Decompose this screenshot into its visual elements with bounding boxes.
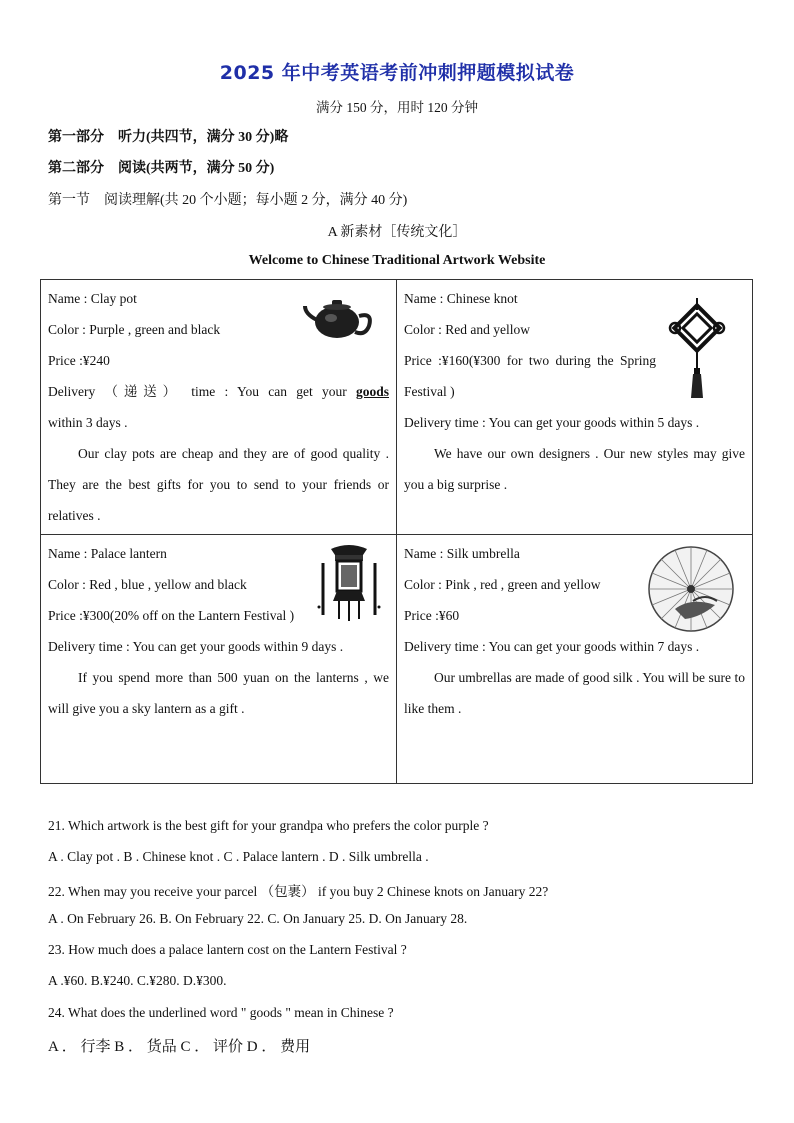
palace-lantern-delivery: Delivery time : You can get your goods within 9 days . (48, 639, 344, 654)
question-23: 23. How much does a palace lantern cost on the Lantern Festival ? (48, 942, 407, 957)
palace-lantern-description: If you spend more than 500 yuan on the lanterns , we will give you a sky lantern as a gift . (48, 670, 389, 716)
chinese-knot-icon (667, 298, 727, 402)
silk-umbrella-delivery: Delivery time : You can get your goods within 7 days . (404, 639, 700, 654)
chinese-knot-price: Price :¥160(¥300 for two during the Spring Festival ) (404, 353, 656, 399)
teapot-icon (303, 290, 375, 344)
clay-pot-cell (41, 280, 397, 535)
clay-pot-color: Color : Purple , green and black (48, 322, 221, 337)
clay-pot-name: Name : Clay pot (48, 291, 137, 306)
silk-umbrella-icon (645, 543, 737, 635)
silk-umbrella-name: Name : Silk umbrella (404, 546, 520, 561)
part2-heading: 第二部分 阅读(共两节，满分 50 分) (48, 161, 275, 176)
question-24: 24. What does the underlined word " goods " mean in Chinese ? (48, 1005, 394, 1020)
chinese-knot-delivery: Delivery time : You can get your goods within 5 days . (404, 415, 700, 430)
underlined-word-goods: goods (355, 384, 389, 399)
section1-heading: 第一节 阅读理解(共 20 个小题；每小题 2 分，满分 40 分) (48, 193, 408, 208)
passage-label: A 新素材［传统文化］ (327, 225, 467, 240)
options-23: A .¥60. B.¥240. C.¥280. D.¥300. (48, 973, 227, 988)
silk-umbrella-price: Price :¥60 (404, 608, 460, 623)
chinese-knot-name: Name : Chinese knot (404, 291, 518, 306)
palace-lantern-color: Color : Red , blue , yellow and black (48, 577, 247, 592)
clay-pot-delivery-days: within 3 days . (48, 415, 128, 430)
part1-heading: 第一部分 听力(共四节，满分 30 分)略 (48, 130, 289, 145)
chinese-knot-description: We have our own designers . Our new styles may give you a big surprise . (404, 446, 745, 492)
passage-title: Welcome to Chinese Traditional Artwork Website (248, 253, 546, 268)
question-21: 21. Which artwork is the best gift for your grandpa who prefers the color purple ? (48, 818, 489, 833)
palace-lantern-price: Price :¥300(20% off on the Lantern Festival ) (48, 608, 295, 623)
palace-lantern-icon (317, 543, 381, 623)
silk-umbrella-color: Color : Pink , red , green and yellow (404, 577, 601, 592)
clay-pot-delivery-text: Delivery （递送） time : You can get your (48, 384, 356, 399)
options-21: A . Clay pot . B . Chinese knot . C . Palace lantern . D . Silk umbrella . (48, 849, 429, 864)
clay-pot-price: Price :¥240 (48, 353, 110, 368)
clay-pot-description: Our clay pots are cheap and they are of good quality . They are the best gifts for you to send to your friends or relatives . (48, 446, 389, 523)
question-22: 22. When may you receive your parcel （包裹） if you buy 2 Chinese knots on January 22? (48, 884, 549, 899)
silk-umbrella-description: Our umbrellas are made of good silk . You will be sure to like them . (404, 670, 745, 716)
palace-lantern-cell (41, 535, 397, 784)
exam-info: 满分 150 分，用时 120 分钟 (316, 100, 478, 115)
chinese-knot-cell (397, 280, 753, 535)
palace-lantern-name: Name : Palace lantern (48, 546, 167, 561)
chinese-knot-color: Color : Red and yellow (404, 322, 530, 337)
page-title: 2025 年中考英语考前冲刺押题模拟试卷 (219, 62, 575, 84)
options-22: A . On February 26. B. On February 22. C. On January 25. D. On January 28. (48, 911, 468, 926)
clay-pot-delivery (48, 376, 389, 407)
silk-umbrella-cell (397, 535, 753, 784)
artwork-table (40, 279, 753, 784)
options-24: A ． 行李 B ． 货品 C ． 评价 D ． 费用 (48, 1039, 311, 1055)
